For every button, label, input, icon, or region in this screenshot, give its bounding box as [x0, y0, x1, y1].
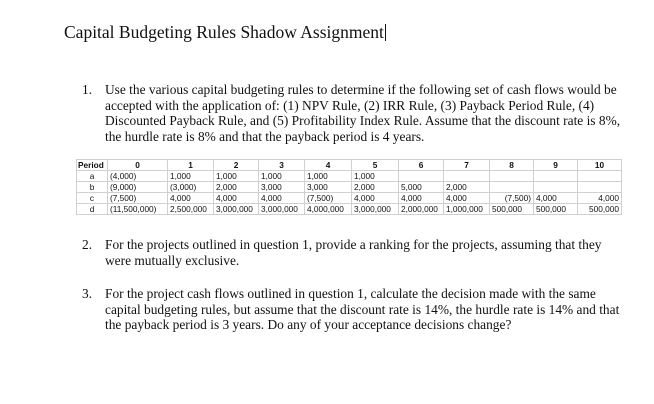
cash-flow-table	[76, 159, 622, 215]
table-cell: 1,000	[352, 171, 399, 182]
table-cell	[534, 182, 578, 193]
table-cell: 4,000,000	[305, 204, 352, 215]
table-row	[77, 204, 622, 215]
table-cell	[578, 171, 622, 182]
table-cell: 2,000	[444, 182, 490, 193]
header-cell: 9	[534, 160, 578, 171]
row-label: d	[77, 204, 108, 215]
header-cell: 1	[168, 160, 214, 171]
header-cell: 0	[108, 160, 168, 171]
table-cell: 3,000,000	[214, 204, 259, 215]
table-cell: 4,000	[534, 193, 578, 204]
header-cell: 3	[259, 160, 305, 171]
page-title	[64, 22, 386, 43]
header-cell: 5	[352, 160, 399, 171]
table-header-row	[77, 160, 622, 171]
table-cell: 500,000	[534, 204, 578, 215]
table-cell: 4,000	[578, 193, 622, 204]
table-cell: (4,000)	[108, 171, 168, 182]
header-cell: 2	[214, 160, 259, 171]
table-cell: 1,000	[259, 171, 305, 182]
header-cell: 7	[444, 160, 490, 171]
table-cell: 2,000	[352, 182, 399, 193]
table-cell: 500,000	[578, 204, 622, 215]
header-cell: 10	[578, 160, 622, 171]
table-row	[77, 193, 622, 204]
table-cell: 4,000	[444, 193, 490, 204]
table-cell	[399, 171, 444, 182]
table-cell: 1,000	[168, 171, 214, 182]
text-cursor	[385, 24, 386, 41]
table-cell	[490, 182, 534, 193]
table-cell: 500,000	[490, 204, 534, 215]
title-text: Capital Budgeting Rules Shadow Assignment	[64, 22, 384, 42]
question-number: 1.	[82, 82, 93, 97]
header-cell: 4	[305, 160, 352, 171]
row-label: a	[77, 171, 108, 182]
table-cell: (7,500)	[108, 193, 168, 204]
table-cell: (7,500)	[305, 193, 352, 204]
row-label: b	[77, 182, 108, 193]
table-cell: (11,500,000)	[108, 204, 168, 215]
table-cell	[490, 171, 534, 182]
row-label: c	[77, 193, 108, 204]
table-cell: 5,000	[399, 182, 444, 193]
question-text: For the project cash flows outlined in question 1, calculate the decision made with the same capital budgeting rules, but assume that the discount rate is 14%, the hurdle rate is 14% and that the payback period is 3 years. Do any of your acceptance decisions change?	[105, 286, 620, 332]
table-cell: 4,000	[399, 193, 444, 204]
table-cell: 3,000	[259, 182, 305, 193]
table-row	[77, 182, 622, 193]
table-cell: 1,000	[305, 171, 352, 182]
question-text: For the projects outlined in question 1, provide a ranking for the projects, assuming that they were mutually exclusive.	[105, 237, 602, 268]
table-cell: 4,000	[352, 193, 399, 204]
table-cell: 3,000,000	[259, 204, 305, 215]
table-cell: 3,000	[305, 182, 352, 193]
table-cell	[444, 171, 490, 182]
table-row	[77, 171, 622, 182]
table-cell: 3,000,000	[352, 204, 399, 215]
table-cell: 2,000,000	[399, 204, 444, 215]
table-cell: 4,000	[259, 193, 305, 204]
table-cell: 1,000	[214, 171, 259, 182]
table-cell	[578, 182, 622, 193]
table-cell: (7,500)	[490, 193, 534, 204]
table-cell: 2,000	[214, 182, 259, 193]
header-cell: 6	[399, 160, 444, 171]
table-cell: (9,000)	[108, 182, 168, 193]
question-number: 3.	[82, 286, 93, 301]
table-cell: 1,000,000	[444, 204, 490, 215]
table-cell: 4,000	[168, 193, 214, 204]
question-number: 2.	[82, 237, 93, 252]
table-cell	[534, 171, 578, 182]
table-cell: 2,500,000	[168, 204, 214, 215]
table-cell: (3,000)	[168, 182, 214, 193]
table-cell: 4,000	[214, 193, 259, 204]
question-text: Use the various capital budgeting rules to determine if the following set of cash flows would be accepted with the application of: (1) NPV Rule, (2) IRR Rule, (3) Payback Period Rule, (4) Discounted Payback Rule, and (5) Profitability Index Rule. Assume that the discount rate is 8%, the hurdle rate is 8% and that the payback period is 4 years.	[105, 82, 621, 144]
header-cell: 8	[490, 160, 534, 171]
header-cell: Period	[77, 160, 108, 171]
